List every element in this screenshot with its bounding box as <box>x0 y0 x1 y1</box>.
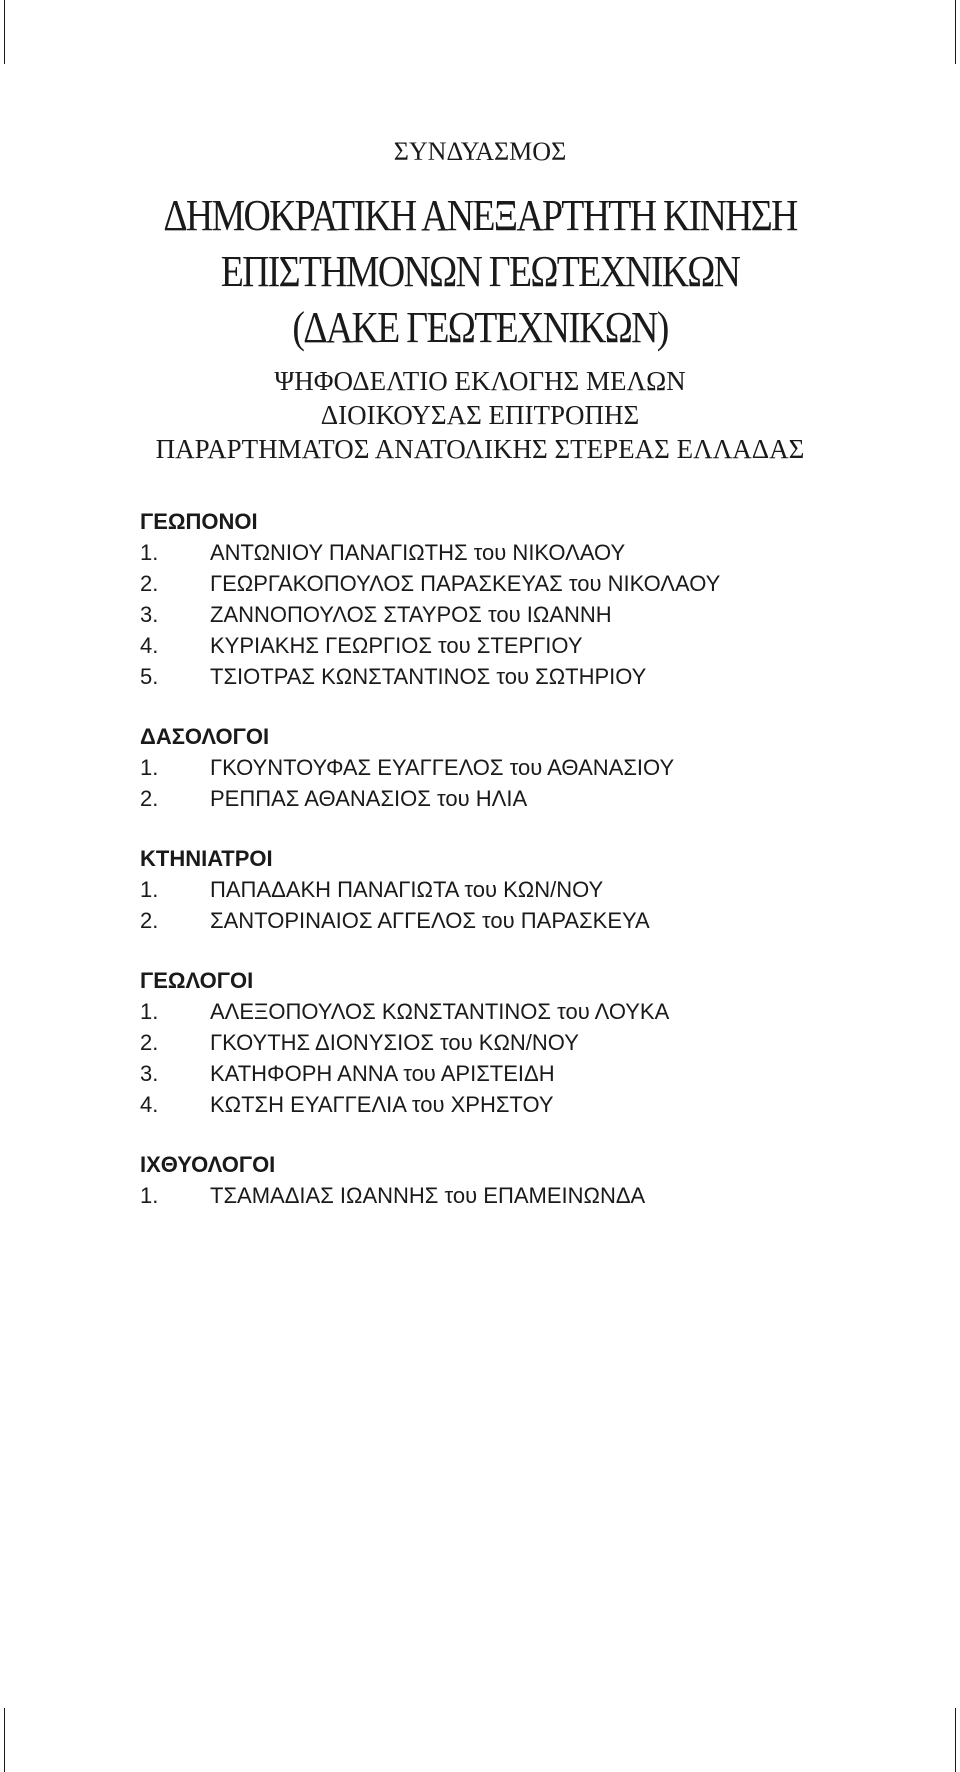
candidate-number: 3. <box>140 1061 159 1086</box>
group-geologoi <box>140 966 920 1120</box>
candidate-number: 4. <box>140 1092 159 1117</box>
candidate-name: ΓΚΟΥΤΗΣ ΔΙΟΝΥΣΙΟΣ του ΚΩΝ/ΝΟΥ <box>210 1030 579 1055</box>
candidate-name: ΠΑΠΑΔΑΚΗ ΠΑΝΑΓΙΩΤΑ του ΚΩΝ/ΝΟΥ <box>210 877 604 902</box>
candidate-name: ΓΚΟΥΝΤΟΥΦΑΣ ΕΥΑΓΓΕΛΟΣ του ΑΘΑΝΑΣΙΟΥ <box>210 755 675 780</box>
party-title-line: (ΔΑΚΕ ΓΕΩΤΕΧΝΙΚΩΝ) <box>292 303 668 352</box>
crop-mark-top-left <box>4 0 5 64</box>
group-ktiniatroi <box>140 844 920 936</box>
group-title: ΔΑΣΟΛΟΓΟΙ <box>140 724 270 749</box>
candidate-number: 2. <box>140 571 159 596</box>
crop-mark-bottom-right <box>955 1708 956 1772</box>
candidate-row <box>140 1089 920 1120</box>
group-dasologoi <box>140 722 920 814</box>
ballot-subtitle <box>0 364 960 466</box>
candidate-row <box>140 996 920 1027</box>
candidate-number: 1. <box>140 540 159 565</box>
candidate-number: 1. <box>140 1183 159 1208</box>
candidate-name: ΑΛΕΞΟΠΟΥΛΟΣ ΚΩΝΣΤΑΝΤΙΝΟΣ του ΛΟΥΚΑ <box>210 999 670 1024</box>
candidate-name: ΣΑΝΤΟΡΙΝΑΙΟΣ ΑΓΓΕΛΟΣ του ΠΑΡΑΣΚΕΥΑ <box>210 908 650 933</box>
crop-mark-top-right <box>955 0 956 64</box>
party-title-line: ΕΠΙΣΤΗΜΟΝΩΝ ΓΕΩΤΕΧΝΙΚΩΝ <box>220 247 740 296</box>
candidate-row <box>140 661 920 692</box>
candidate-name: ΑΝΤΩΝΙΟΥ ΠΑΝΑΓΙΩΤΗΣ του ΝΙΚΟΛΑΟΥ <box>210 540 626 565</box>
candidate-name: ΡΕΠΠΑΣ ΑΘΑΝΑΣΙΟΣ του ΗΛΙΑ <box>210 786 528 811</box>
subtitle-line: ΔΙΟΙΚΟΥΣΑΣ ΕΠΙΤΡΟΠΗΣ <box>320 400 640 430</box>
group-geoponoi <box>140 507 920 692</box>
candidate-number: 3. <box>140 602 159 627</box>
candidate-name: ΚΑΤΗΦΟΡΗ ΑΝΝΑ του ΑΡΙΣΤΕΙΔΗ <box>210 1061 555 1086</box>
candidate-row <box>140 1180 920 1211</box>
group-title: ΓΕΩΛΟΓΟΙ <box>140 968 254 993</box>
group-ichthyologoi <box>140 1150 920 1211</box>
candidate-number: 1. <box>140 877 159 902</box>
candidate-row <box>140 599 920 630</box>
candidate-lists <box>140 507 920 1241</box>
candidate-number: 2. <box>140 908 159 933</box>
group-title: ΓΕΩΠΟΝΟΙ <box>140 509 258 534</box>
candidate-number: 4. <box>140 633 159 658</box>
candidate-row <box>140 630 920 661</box>
candidate-number: 1. <box>140 755 159 780</box>
crop-mark-bottom-left <box>4 1708 5 1772</box>
candidate-row <box>140 1058 920 1089</box>
candidate-number: 5. <box>140 664 159 689</box>
candidate-name: ΖΑΝΝΟΠΟΥΛΟΣ ΣΤΑΥΡΟΣ του ΙΩΑΝΝΗ <box>210 602 612 627</box>
candidate-name: ΤΣΙΟΤΡΑΣ ΚΩΝΣΤΑΝΤΙΝΟΣ του ΣΩΤΗΡΙΟΥ <box>210 664 647 689</box>
candidate-row <box>140 874 920 905</box>
candidate-row <box>140 537 920 568</box>
candidate-row <box>140 752 920 783</box>
candidate-row <box>140 568 920 599</box>
subtitle-line: ΨΗΦΟΔΕΛΤΙΟ ΕΚΛΟΓΗΣ ΜΕΛΩΝ <box>274 366 686 396</box>
candidate-row <box>140 783 920 814</box>
candidate-name: ΚΩΤΣΗ ΕΥΑΓΓΕΛΙΑ του ΧΡΗΣΤΟΥ <box>210 1092 554 1117</box>
group-title: ΚΤΗΝΙΑΤΡΟΙ <box>140 846 273 871</box>
candidate-name: ΓΕΩΡΓΑΚΟΠΟΥΛΟΣ ΠΑΡΑΣΚΕΥΑΣ του ΝΙΚΟΛΑΟΥ <box>210 571 721 596</box>
candidate-row <box>140 905 920 936</box>
party-title <box>67 188 893 356</box>
candidate-number: 2. <box>140 1030 159 1055</box>
party-title-line: ΔΗΜΟΚΡΑΤΙΚΗ ΑΝΕΞΑΡΤΗΤΗ ΚΙΝΗΣΗ <box>163 191 797 240</box>
candidate-name: ΚΥΡΙΑΚΗΣ ΓΕΩΡΓΙΟΣ του ΣΤΕΡΓΙΟΥ <box>210 633 583 658</box>
candidate-number: 2. <box>140 786 159 811</box>
candidate-row <box>140 1027 920 1058</box>
union-label: ΣΥΝΔΥΑΣΜΟΣ <box>393 137 567 166</box>
candidate-name: ΤΣΑΜΑΔΙΑΣ ΙΩΑΝΝΗΣ του ΕΠΑΜΕΙΝΩΝΔΑ <box>210 1183 646 1208</box>
candidate-number: 1. <box>140 999 159 1024</box>
group-title: ΙΧΘΥΟΛΟΓΟΙ <box>140 1152 276 1177</box>
subtitle-line: ΠΑΡΑΡΤΗΜΑΤΟΣ ΑΝΑΤΟΛΙΚΗΣ ΣΤΕΡΕΑΣ ΕΛΛΑΔΑΣ <box>155 434 805 464</box>
